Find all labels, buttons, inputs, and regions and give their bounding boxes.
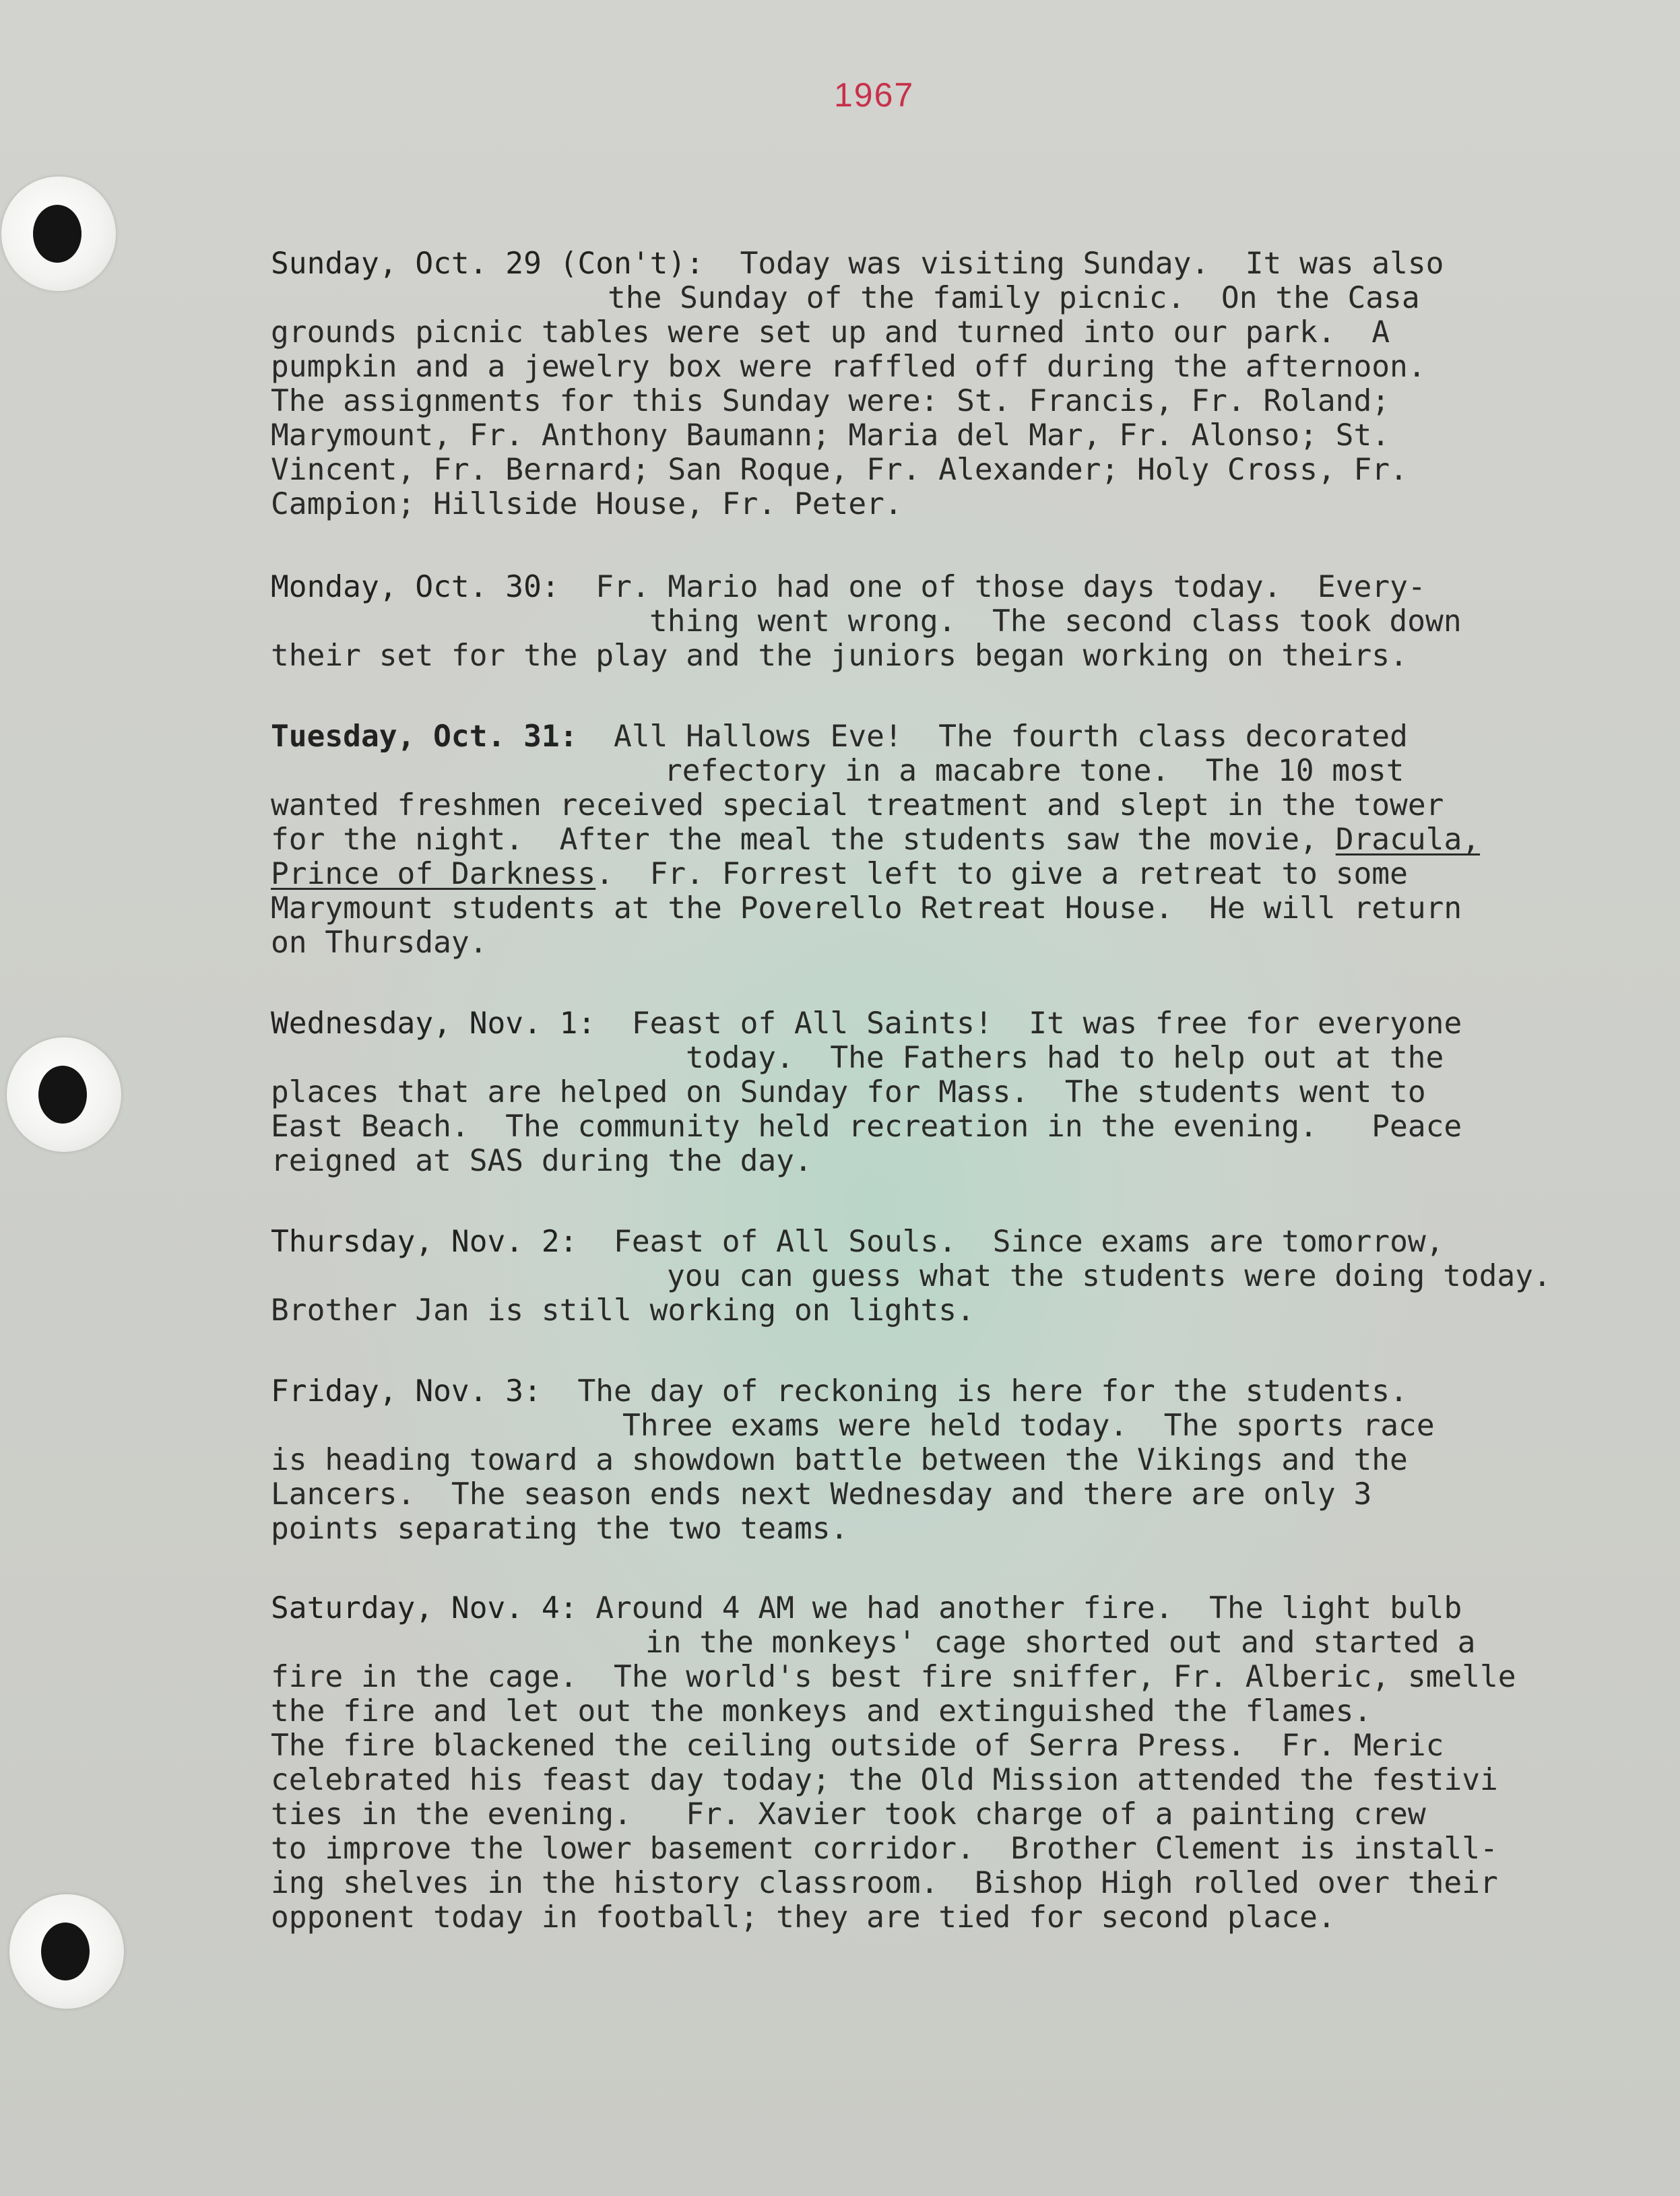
entry-wednesday-nov-1 [271, 1006, 1680, 1178]
entry-sunday-oct-29 [271, 247, 1680, 521]
entry-line: opponent today in football; they are tied for second place. [271, 1900, 1336, 1935]
entry-line: in the monkeys' cage shorted out and started a [645, 1625, 1476, 1660]
entry-line: All Hallows Eve! The fourth class decorated [614, 719, 1408, 754]
entry-line: reigned at SAS during the day. [271, 1144, 812, 1178]
entry-line: Today was visiting Sunday. It was also [740, 247, 1444, 281]
entry-line: Campion; Hillside House, Fr. Peter. [271, 487, 903, 521]
entry-line: for the night. After the meal the students saw the movie, [271, 822, 1318, 857]
entry-line: refectory in a macabre tone. The 10 most [664, 754, 1404, 788]
entry-line: Vincent, Fr. Bernard; San Roque, Fr. Alexander; Holy Cross, Fr. [271, 453, 1408, 487]
entry-line: the fire and let out the monkeys and extinguished the flames. [271, 1694, 1372, 1729]
binder-hole-middle [7, 1037, 121, 1152]
entry-date: Thursday, Nov. 2: [271, 1225, 578, 1259]
entry-monday-oct-30 [271, 570, 1680, 673]
entry-line: The day of reckoning is here for the students. [577, 1374, 1408, 1409]
entry-saturday-nov-4 [271, 1591, 1680, 1935]
entry-line: Fr. Mario had one of those days today. Every- [595, 570, 1426, 604]
entry-date: Friday, Nov. 3: [271, 1374, 542, 1409]
movie-title-part-1: Dracula, [1335, 822, 1481, 857]
entry-friday-nov-3 [271, 1374, 1680, 1546]
entry-line: fire in the cage. The world's best fire sniffer, Fr. Alberic, smelle [271, 1660, 1516, 1694]
entry-line: The assignments for this Sunday were: St. Francis, Fr. Roland; [271, 384, 1390, 418]
binder-hole-top [1, 176, 116, 291]
entry-line: ties in the evening. Fr. Xavier took charge of a painting crew [271, 1797, 1426, 1832]
entry-date: Tuesday, Oct. 31: [271, 719, 578, 754]
entry-date: Monday, Oct. 30: [271, 570, 560, 604]
entry-line: places that are helped on Sunday for Mass. The students went to [271, 1075, 1426, 1109]
entry-line: grounds picnic tables were set up and turned into our park. A [271, 315, 1390, 350]
entry-line: Marymount, Fr. Anthony Baumann; Maria del Mar, Fr. Alonso; St. [271, 418, 1390, 453]
entry-line: Three exams were held today. The sports race [622, 1409, 1435, 1443]
entry-line: today. The Fathers had to help out at the [686, 1041, 1444, 1075]
entry-line: ing shelves in the history classroom. Bishop High rolled over their [271, 1866, 1498, 1900]
entry-date: Sunday, Oct. 29 (Con't): [271, 247, 704, 281]
page-year: 1967 [834, 76, 915, 114]
entry-line: Feast of All Saints! It was free for everyone [631, 1006, 1462, 1041]
entry-line: their set for the play and the juniors began working on theirs. [271, 639, 1408, 673]
entry-line: you can guess what the students were doing today. [667, 1259, 1551, 1293]
entry-date: Saturday, Nov. 4: [271, 1591, 578, 1625]
entry-line: celebrated his feast day today; the Old Mission attended the festivi [271, 1763, 1498, 1797]
entry-line: . Fr. Forrest left to give a retreat to some [595, 857, 1408, 891]
movie-title-part-2: Prince of Darkness [271, 857, 596, 891]
entry-date: Wednesday, Nov. 1: [271, 1006, 596, 1041]
entry-thursday-nov-2 [271, 1225, 1680, 1328]
binder-hole-bottom [9, 1894, 124, 2009]
entry-line: East Beach. The community held recreation in the evening. Peace [271, 1109, 1462, 1144]
entry-line: Lancers. The season ends next Wednesday and there are only 3 [271, 1477, 1372, 1512]
entry-line: Feast of All Souls. Since exams are tomorrow, [614, 1225, 1444, 1259]
entry-line: Brother Jan is still working on lights. [271, 1293, 975, 1328]
entry-line: is heading toward a showdown battle between the Vikings and the [271, 1443, 1408, 1477]
entry-line: wanted freshmen received special treatment and slept in the tower [271, 788, 1444, 822]
entry-line: on Thursday. [271, 926, 488, 960]
entry-line: the Sunday of the family picnic. On the Casa [608, 281, 1420, 315]
entry-line: to improve the lower basement corridor. Brother Clement is install- [271, 1832, 1498, 1866]
entry-line: Around 4 AM we had another fire. The light bulb [595, 1591, 1462, 1625]
entry-tuesday-oct-31 [271, 719, 1680, 960]
entry-line: pumpkin and a jewelry box were raffled off during the afternoon. [271, 350, 1426, 384]
entry-line: The fire blackened the ceiling outside of Serra Press. Fr. Meric [271, 1729, 1444, 1763]
entry-line: Marymount students at the Poverello Retreat House. He will return [271, 891, 1462, 926]
entry-line: points separating the two teams. [271, 1512, 849, 1546]
entry-line: thing went wrong. The second class took down [649, 604, 1462, 639]
